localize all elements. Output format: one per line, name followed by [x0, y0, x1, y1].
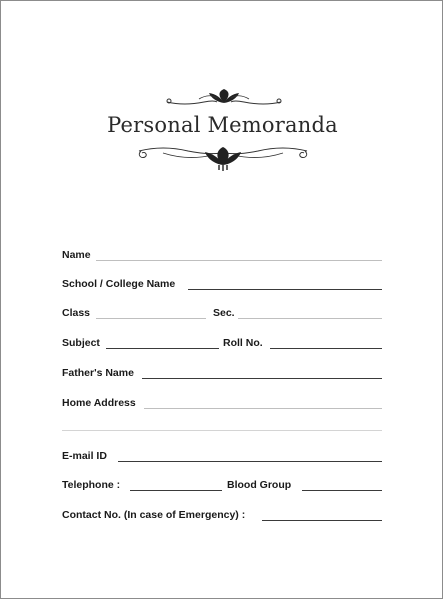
blood-group-field[interactable] — [302, 490, 382, 491]
father-field[interactable] — [142, 378, 382, 379]
class-field[interactable] — [96, 318, 206, 319]
page-title: Personal Memoranda — [107, 113, 338, 137]
father-label: Father's Name — [62, 367, 134, 379]
father-row — [62, 367, 382, 381]
email-row — [62, 450, 382, 464]
sec-label: Sec. — [213, 307, 235, 319]
address-field-line-2[interactable] — [62, 430, 382, 431]
name-label: Name — [62, 249, 91, 261]
ornament-bottom-icon — [133, 141, 313, 173]
telephone-field[interactable] — [130, 490, 222, 491]
email-field[interactable] — [118, 461, 382, 462]
blood-group-label: Blood Group — [227, 479, 292, 491]
ornament-top-icon — [159, 87, 289, 109]
email-label: E-mail ID — [62, 450, 107, 462]
sec-field[interactable] — [238, 318, 382, 319]
subject-field[interactable] — [106, 348, 219, 349]
class-label: Class — [62, 307, 91, 319]
subject-roll-row — [62, 337, 382, 351]
emergency-field[interactable] — [262, 520, 382, 521]
subject-label: Subject — [62, 337, 100, 349]
emergency-row — [62, 509, 382, 523]
address-label: Home Address — [62, 397, 136, 409]
school-label: School / College Name — [62, 278, 176, 290]
name-row — [62, 249, 382, 263]
class-sec-row — [62, 307, 382, 321]
telephone-label: Telephone : — [62, 479, 121, 491]
roll-field[interactable] — [270, 348, 382, 349]
school-field[interactable] — [188, 289, 382, 290]
emergency-label: Contact No. (In case of Emergency) : — [62, 509, 246, 521]
roll-label: Roll No. — [223, 337, 263, 349]
address-row — [62, 397, 382, 411]
telephone-blood-row — [62, 479, 382, 493]
address-field[interactable] — [144, 408, 382, 409]
name-field[interactable] — [96, 260, 382, 261]
school-row — [62, 278, 382, 292]
